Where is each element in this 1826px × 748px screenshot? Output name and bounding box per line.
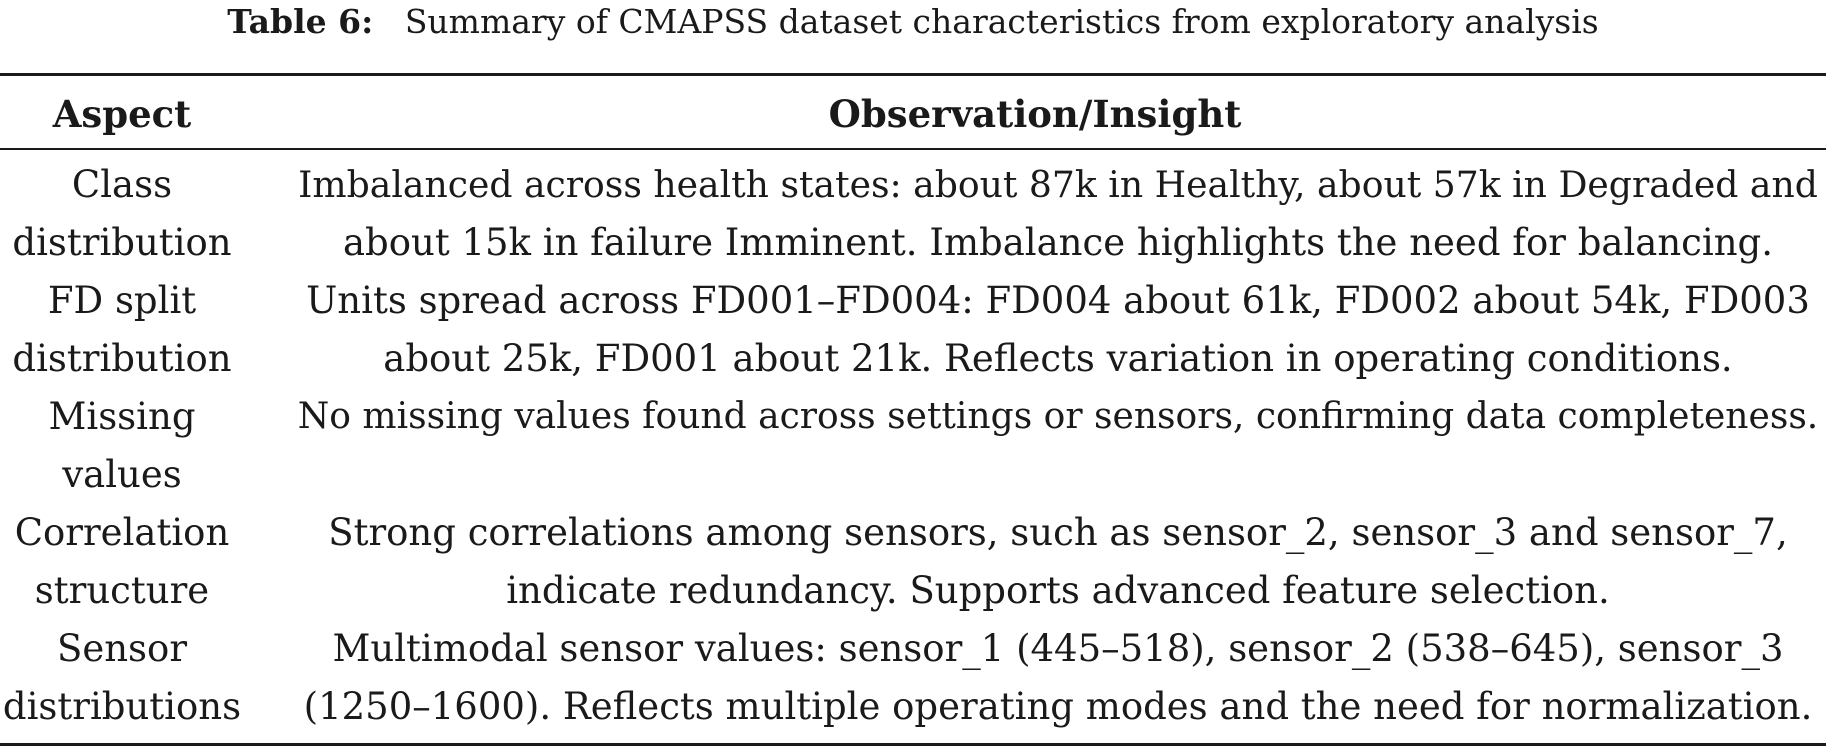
caption-spacer	[384, 2, 395, 41]
table-header-row	[0, 86, 1826, 142]
aspect-line: Correlation	[14, 511, 230, 554]
observation-cell	[290, 620, 1826, 736]
aspect-cell	[0, 388, 244, 504]
header-rule	[0, 148, 1826, 150]
aspect-line: distribution	[12, 221, 232, 264]
top-rule	[0, 73, 1826, 76]
caption-label: Table 6:	[227, 2, 374, 41]
observation-line: Imbalanced across health states: about 87k in Healthy, about 57k in Degraded and	[298, 163, 1818, 206]
table-row	[0, 504, 1826, 620]
aspect-line: FD split	[47, 279, 197, 322]
observation-line: Units spread across FD001–FD004: FD004 about 61k, FD002 about 54k, FD003	[306, 279, 1810, 322]
observation-cell	[290, 272, 1826, 388]
bottom-rule	[0, 743, 1826, 746]
observation-line: indicate redundancy. Supports advanced feature selection.	[506, 569, 1610, 612]
header-observation: Observation/Insight	[828, 92, 1242, 136]
observation-line	[290, 446, 1826, 504]
aspect-line: distribution	[12, 337, 232, 380]
table-row	[0, 388, 1826, 504]
table-row	[0, 156, 1826, 272]
aspect-cell	[0, 272, 244, 388]
observation-line: about 25k, FD001 about 21k. Reflects variation in operating conditions.	[383, 337, 1733, 380]
observation-cell	[290, 388, 1826, 504]
aspect-cell	[0, 620, 244, 736]
table-row	[0, 272, 1826, 388]
observation-line: Strong correlations among sensors, such as sensor_2, sensor_3 and sensor_7,	[328, 511, 1788, 554]
caption-text: Summary of CMAPSS dataset characteristics from exploratory analysis	[404, 2, 1599, 41]
observation-line: (1250–1600). Reflects multiple operating modes and the need for normalization.	[303, 685, 1813, 728]
observation-line: about 15k in failure Imminent. Imbalance highlights the need for balancing.	[343, 221, 1773, 264]
aspect-line: structure	[34, 569, 210, 612]
observation-cell	[290, 504, 1826, 620]
observation-cell	[290, 156, 1826, 272]
table-body	[0, 156, 1826, 736]
aspect-line: Class	[71, 163, 173, 206]
aspect-cell	[0, 156, 244, 272]
aspect-cell	[0, 504, 244, 620]
observation-line: Multimodal sensor values: sensor_1 (445–518), sensor_2 (538–645), sensor_3	[332, 627, 1784, 670]
aspect-line: Sensor	[56, 627, 188, 670]
aspect-line: values	[62, 453, 182, 496]
header-aspect: Aspect	[52, 92, 192, 136]
table-row	[0, 620, 1826, 736]
observation-line: No missing values found across settings or sensors, confirming data completeness.	[297, 396, 1819, 437]
aspect-line: Missing	[48, 395, 196, 438]
table-caption	[0, 0, 1826, 44]
aspect-line: distributions	[2, 685, 242, 728]
